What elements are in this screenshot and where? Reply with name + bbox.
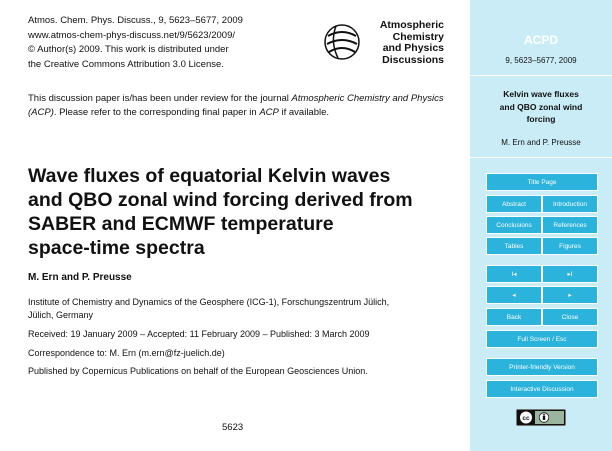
cc-license-badge[interactable] — [516, 409, 566, 426]
references-button[interactable]: References — [542, 216, 598, 234]
tables-button[interactable]: Tables — [486, 237, 542, 255]
prev-page-button[interactable]: ◂ — [486, 286, 542, 304]
abstract-button[interactable]: Abstract — [486, 195, 542, 213]
page-number: 5623 — [222, 422, 244, 433]
review-notice: This discussion paper is/has been under review for the journal Atmospheric Chemistry and Physics (ACP). Please refer to the corresponding final paper in ACP if available. — [28, 93, 444, 118]
back-button[interactable]: Back — [486, 308, 542, 326]
citation-block — [28, 14, 318, 72]
close-button[interactable]: Close — [542, 308, 598, 326]
fullscreen-button[interactable]: Full Screen / Esc — [486, 330, 598, 348]
svg-text:cc: cc — [522, 415, 530, 422]
journal-logo — [320, 20, 444, 72]
title-page-button[interactable]: Title Page — [486, 173, 598, 191]
printer-friendly-button[interactable]: Printer-friendly Version — [486, 358, 598, 376]
cc-license-icon — [517, 410, 565, 425]
sidebar-title: Kelvin wave fluxes and QBO zonal wind forcing — [499, 89, 583, 124]
sidebar-divider — [470, 75, 612, 76]
citation-copyright: © Author(s) 2009. This work is distributed under — [28, 44, 229, 55]
correspondence: Correspondence to: M. Ern (m.ern@fz-juelich.de) — [28, 348, 225, 358]
citation-license: the Creative Commons Attribution 3.0 License. — [28, 58, 224, 70]
affiliation: Institute of Chemistry and Dynamics of the Geosphere (ICG-1), Forschungszentrum Jülich, Jülich, Germany — [28, 297, 390, 320]
sidebar-authors: M. Ern and P. Preusse — [501, 138, 581, 147]
sidebar-journal: ACPD — [523, 33, 558, 47]
conclusions-button[interactable]: Conclusions — [486, 216, 542, 234]
introduction-button[interactable]: Introduction — [542, 195, 598, 213]
next-page-button[interactable]: ▸ — [542, 286, 598, 304]
citation-journal: Atmos. Chem. Phys. Discuss., 9, 5623–5677, 2009 — [28, 15, 243, 26]
interactive-discussion-button[interactable]: Interactive Discussion — [486, 380, 598, 398]
first-page-button[interactable]: I◂ — [486, 265, 542, 283]
publication-dates: Received: 19 January 2009 – Accepted: 11 February 2009 – Published: 3 March 2009 — [28, 329, 370, 339]
publisher-note: Published by Copernicus Publications on behalf of the European Geosciences Union. — [28, 366, 368, 376]
figures-button[interactable]: Figures — [542, 237, 598, 255]
citation-url[interactable]: www.atmos-chem-phys-discuss.net/9/5623/2009/ — [28, 29, 235, 41]
sidebar-ref: 9, 5623–5677, 2009 — [505, 56, 577, 65]
last-page-button[interactable]: ▸I — [542, 265, 598, 283]
paper-title: Wave fluxes of equatorial Kelvin waves and QBO zonal wind forcing derived from SABER and ECMWF temperature space-time spectra — [28, 165, 413, 259]
sidebar-divider — [470, 157, 612, 158]
authors: M. Ern and P. Preusse — [28, 272, 132, 283]
logo-text: Atmospheric Chemistry and Physics Discussions — [379, 19, 444, 66]
egu-logo-icon — [322, 20, 362, 64]
